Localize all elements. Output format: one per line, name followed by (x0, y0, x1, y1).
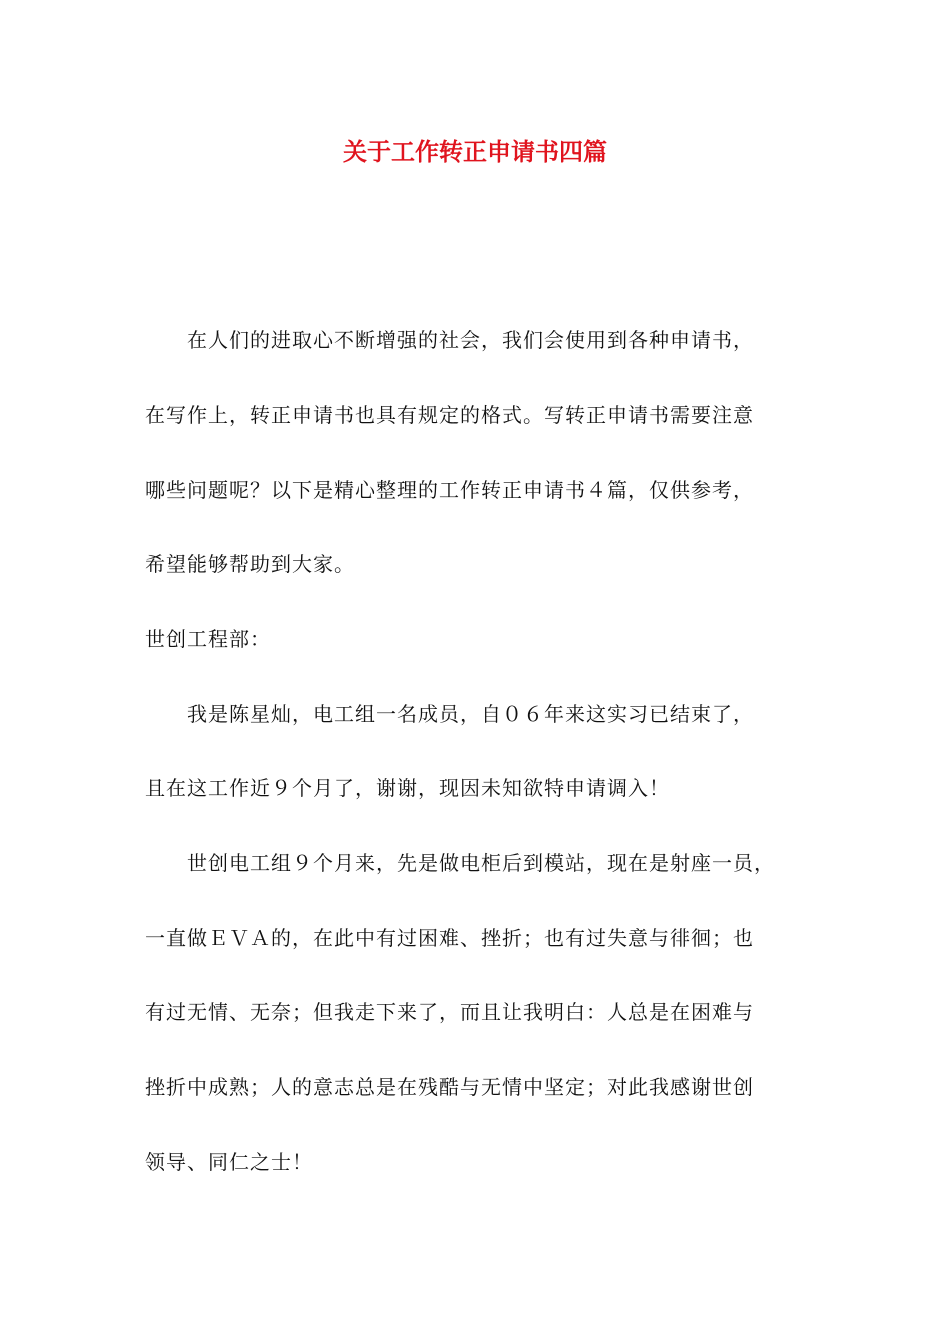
body-line-11: 挫折中成熟；人的意志总是在残酷与无情中坚定；对此我感谢世创 (145, 1075, 754, 1099)
body-line-7: 且在这工作近９个月了，谢谢，现因未知欲特申请调入！ (145, 776, 670, 800)
body-line-9: 一直做ＥＶＡ的，在此中有过困难、挫折；也有过失意与徘徊；也 (145, 926, 754, 950)
body-line-4: 希望能够帮助到大家。 (145, 552, 355, 576)
body-line-6: 我是陈星灿，电工组一名成员，自０６年来这实习已结束了， (145, 702, 754, 726)
body-line-8: 世创电工组９个月来，先是做电柜后到模站，现在是射座一员， (145, 851, 775, 875)
body-line-1: 在人们的进取心不断增强的社会，我们会使用到各种申请书， (145, 328, 754, 352)
body-line-10: 有过无情、无奈；但我走下来了，而且让我明白：人总是在困难与 (145, 1000, 754, 1024)
body-line-2: 在写作上，转正申请书也具有规定的格式。写转正申请书需要注意 (145, 403, 754, 427)
salutation-line: 世创工程部： (145, 627, 271, 651)
body-line-3: 哪些问题呢？以下是精心整理的工作转正申请书４篇，仅供参考， (145, 478, 754, 502)
body-line-12: 领导、同仁之士！ (145, 1150, 313, 1174)
document-title: 关于工作转正申请书四篇 (343, 138, 607, 166)
